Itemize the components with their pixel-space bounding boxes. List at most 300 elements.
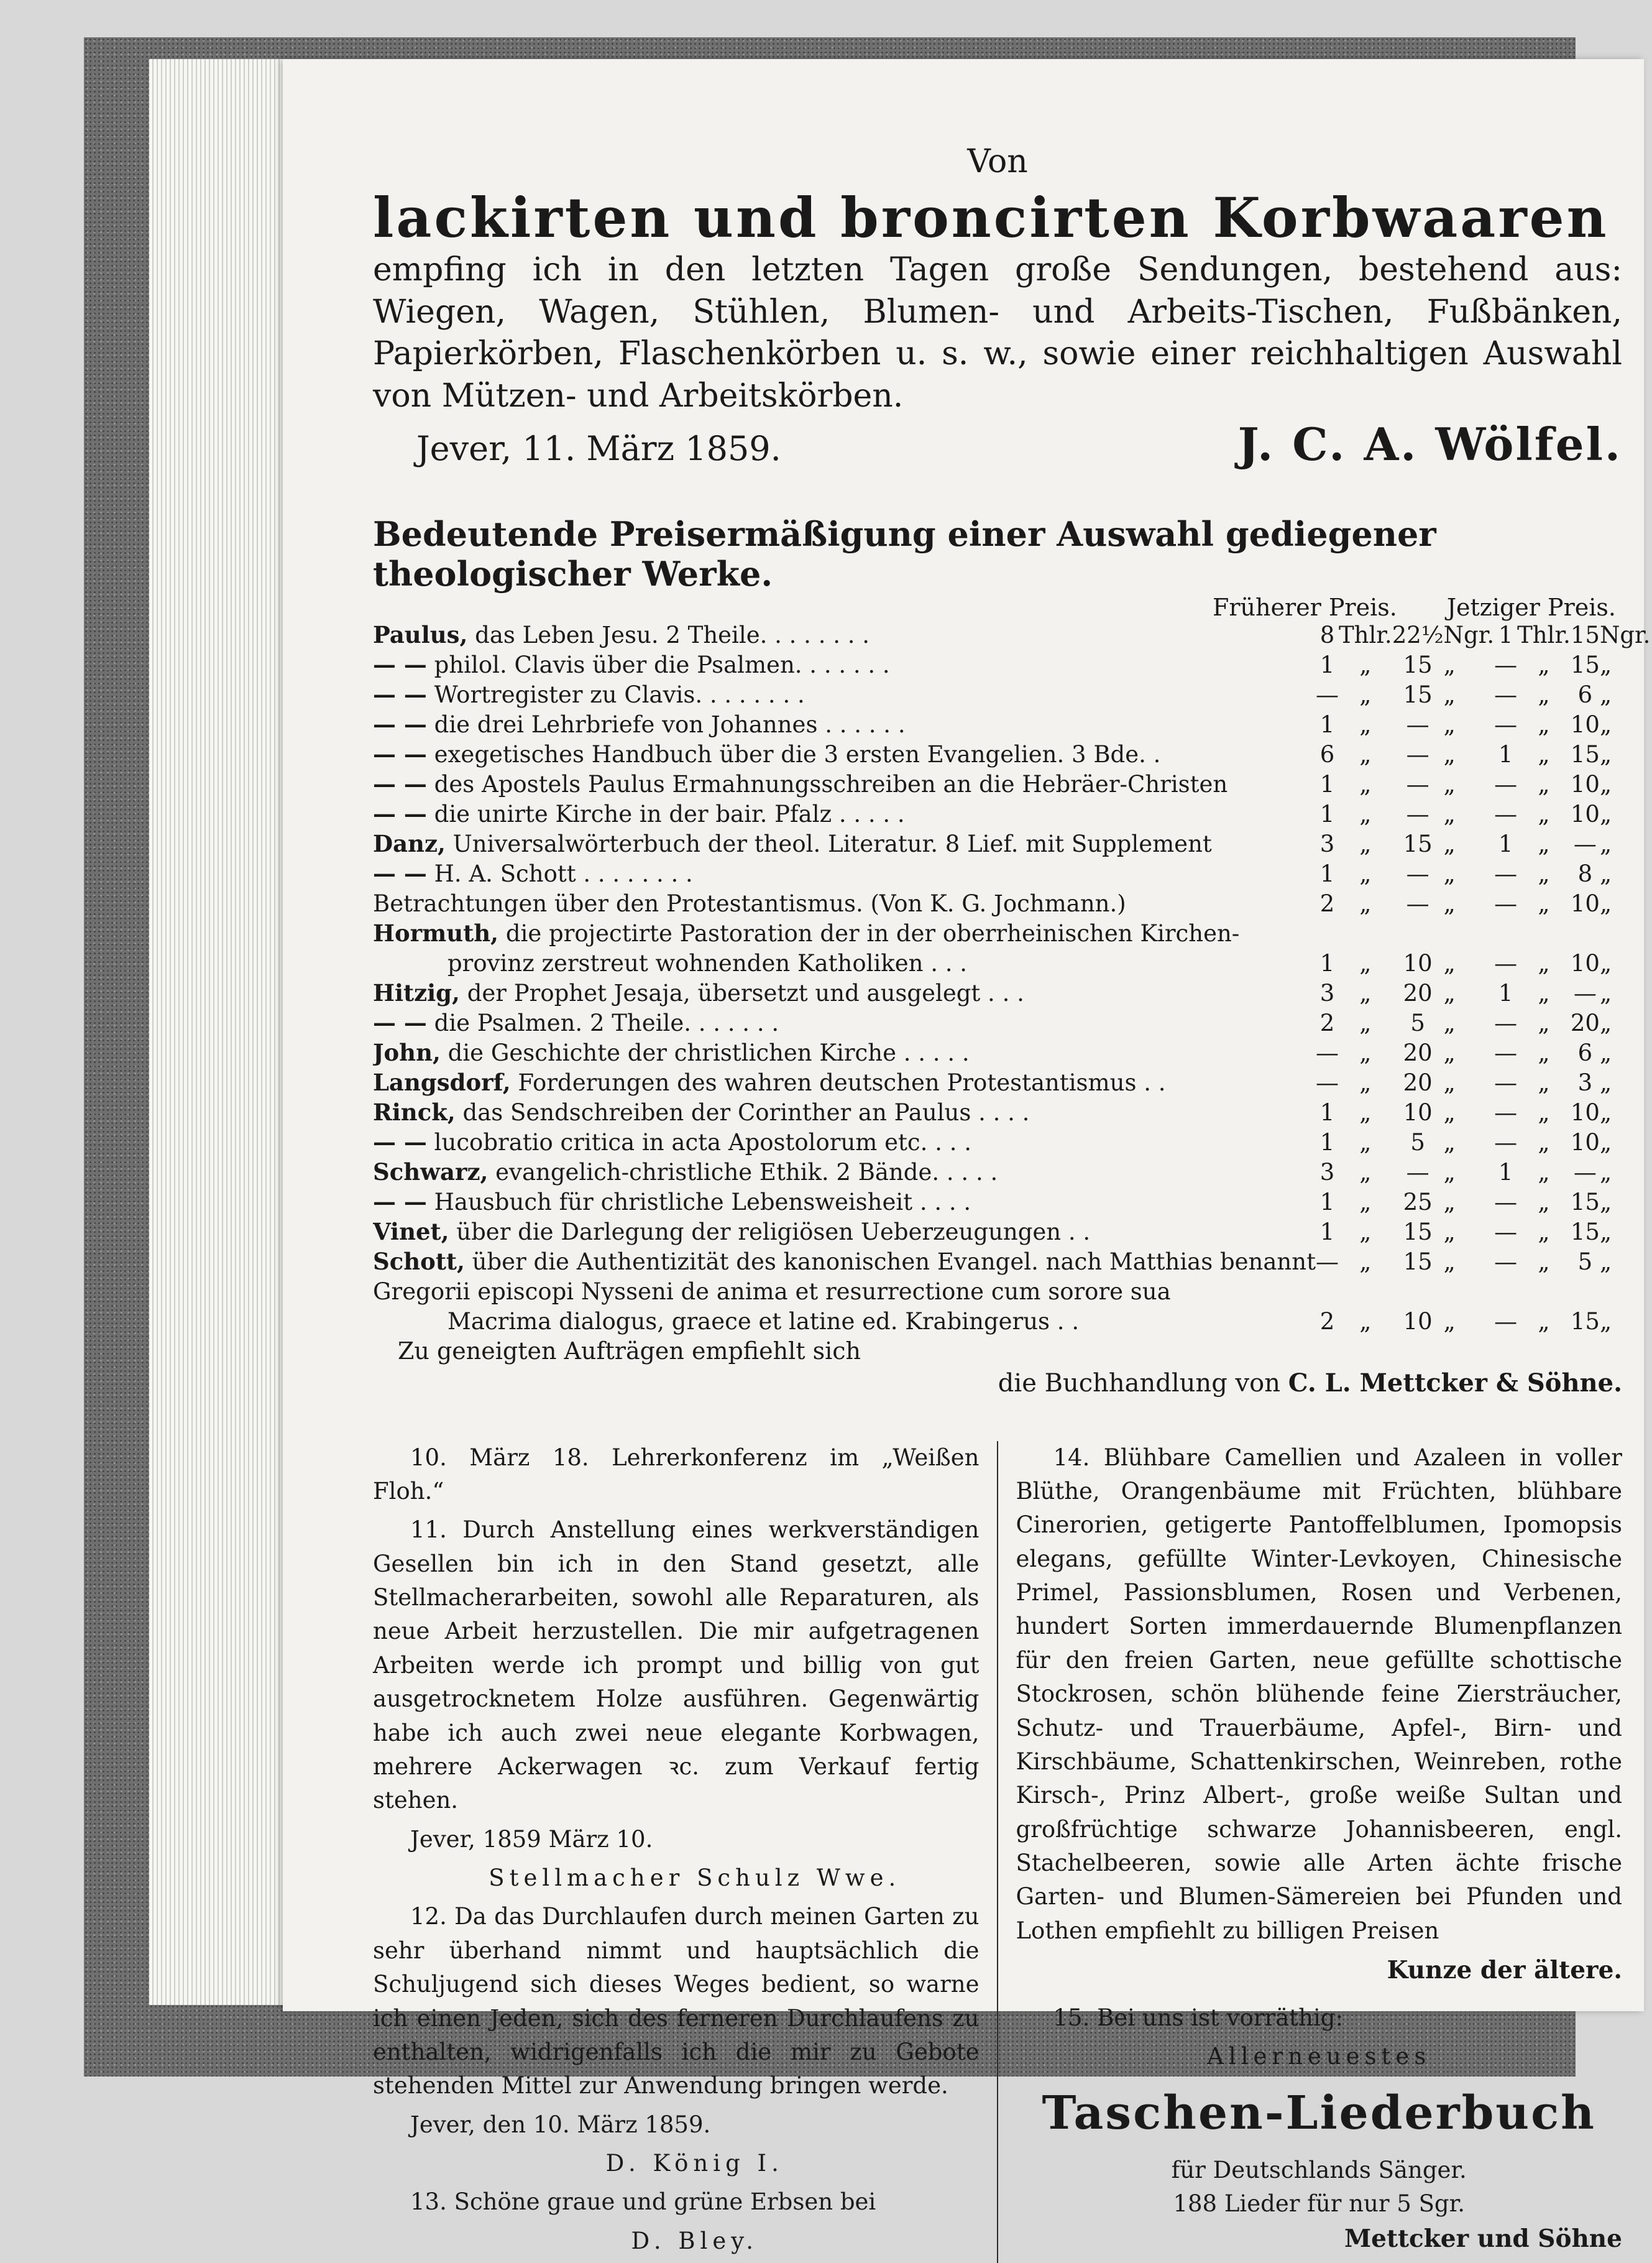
ads-columns bbox=[373, 1441, 1622, 2263]
header-body: empfing ich in den letzten Tagen große Sendungen, bestehend aus: Wiegen, Wagen, Stühlen, Blumen- und Arbeits-Tischen, Fußbänken, Papierkörben, Flaschenkörben u. s. w., sowie einer reichhaltigen Auswahl von Mützen- und Arbeitskörben. bbox=[373, 251, 1622, 415]
old-unit: „ bbox=[1359, 711, 1372, 738]
new-unit: „ bbox=[1538, 1188, 1550, 1215]
old-unit: „ bbox=[1359, 651, 1372, 678]
old-unit bbox=[1339, 919, 1392, 949]
book-author: Paulus, bbox=[373, 620, 468, 648]
old-ngr-unit: „ bbox=[1443, 711, 1456, 738]
old-groschen: — bbox=[1406, 860, 1429, 887]
new-thaler: — bbox=[1494, 1188, 1518, 1215]
new-ngr-unit bbox=[1600, 1278, 1650, 1307]
old-ngr-unit: „ bbox=[1443, 979, 1456, 1007]
old-thaler: 2 bbox=[1319, 1307, 1335, 1335]
ad-11-date: Jever, 1859 März 10. bbox=[410, 1825, 653, 1853]
header-date: Jever, 11. März 1859. bbox=[416, 428, 781, 468]
new-groschen: 15 bbox=[1570, 1188, 1600, 1215]
ad-13: 13. Schöne graue und grüne Erbsen bei bbox=[410, 2188, 876, 2216]
ad-15-for: für Deutschlands Sänger. bbox=[1171, 2157, 1467, 2184]
book-title: die unirte Kirche in der bair. Pfalz . . . . . bbox=[434, 800, 905, 827]
book-author: Schwarz, bbox=[373, 1158, 489, 1186]
new-thaler: — bbox=[1494, 1248, 1518, 1275]
new-unit: „ bbox=[1538, 830, 1550, 857]
ad-13-signature: D. Bley. bbox=[631, 2227, 759, 2254]
new-unit: „ bbox=[1538, 1039, 1550, 1066]
table-row bbox=[373, 1248, 1650, 1278]
old-unit: „ bbox=[1359, 1128, 1372, 1156]
new-ngr-unit: „ bbox=[1599, 1039, 1612, 1066]
new-unit: „ bbox=[1538, 800, 1550, 827]
old-ngr-unit: „ bbox=[1443, 1128, 1456, 1156]
old-groschen: 5 bbox=[1410, 1009, 1425, 1036]
table-row bbox=[373, 1128, 1650, 1158]
new-unit: „ bbox=[1538, 1307, 1550, 1335]
new-unit: „ bbox=[1538, 770, 1550, 798]
table-row bbox=[373, 919, 1650, 949]
new-thaler: — bbox=[1494, 949, 1518, 977]
book-title-cell bbox=[373, 1009, 1316, 1039]
old-groschen: 20 bbox=[1403, 1039, 1433, 1066]
new-thaler: 1 bbox=[1498, 830, 1513, 857]
ad-15-title: Taschen-Liederbuch bbox=[1042, 2086, 1596, 2141]
new-unit: Thlr. bbox=[1517, 621, 1571, 648]
book-author: — — bbox=[373, 710, 427, 738]
old-thaler bbox=[1316, 1278, 1339, 1307]
new-thaler: 1 bbox=[1498, 740, 1513, 768]
recommend-text: Zu geneigten Aufträgen empfiehlt sich bbox=[398, 1337, 861, 1365]
new-unit: „ bbox=[1538, 890, 1550, 917]
new-ngr-unit: „ bbox=[1599, 949, 1612, 977]
bookshop-prefix: die Buchhandlung von bbox=[998, 1368, 1280, 1398]
old-groschen: 20 bbox=[1403, 1069, 1433, 1096]
old-groschen: — bbox=[1406, 800, 1429, 827]
book-author: — — bbox=[373, 800, 427, 827]
old-thaler: 1 bbox=[1319, 1188, 1335, 1215]
bookshop-name: C. L. Mettcker & Söhne. bbox=[1288, 1368, 1622, 1398]
old-thaler: 2 bbox=[1319, 890, 1335, 917]
new-unit: „ bbox=[1538, 949, 1550, 977]
new-groschen: — bbox=[1573, 979, 1597, 1007]
book-title-cell bbox=[373, 1248, 1316, 1278]
table-row bbox=[373, 1069, 1650, 1099]
book-title: das Sendschreiben der Corinther an Paulus . . . . bbox=[462, 1099, 1030, 1126]
book-author: Schott, bbox=[373, 1247, 465, 1275]
new-ngr-unit: „ bbox=[1599, 1307, 1612, 1335]
new-unit: „ bbox=[1538, 740, 1550, 768]
new-ngr-unit: „ bbox=[1599, 1218, 1612, 1245]
book-title-cell bbox=[373, 1307, 1316, 1337]
new-groschen: 6 bbox=[1577, 681, 1593, 708]
book-title-cell bbox=[373, 1069, 1316, 1099]
new-ngr-unit: „ bbox=[1599, 830, 1612, 857]
old-ngr-unit: „ bbox=[1443, 1307, 1456, 1335]
book-title-cell bbox=[373, 800, 1316, 830]
new-thaler: — bbox=[1494, 711, 1518, 738]
new-thaler bbox=[1494, 1278, 1517, 1307]
old-ngr-unit bbox=[1444, 1278, 1494, 1307]
old-thaler bbox=[1316, 919, 1339, 949]
new-thaler: 1 bbox=[1498, 979, 1513, 1007]
new-ngr-unit: „ bbox=[1599, 1158, 1612, 1186]
table-row bbox=[373, 979, 1650, 1009]
new-ngr-unit bbox=[1600, 919, 1650, 949]
old-thaler: 1 bbox=[1319, 1218, 1335, 1245]
new-unit: „ bbox=[1538, 860, 1550, 887]
new-thaler: — bbox=[1494, 800, 1518, 827]
new-thaler bbox=[1494, 919, 1517, 949]
book-title-cell bbox=[373, 1218, 1316, 1248]
old-thaler: 6 bbox=[1319, 740, 1335, 768]
old-unit: „ bbox=[1359, 770, 1372, 798]
new-ngr-unit: „ bbox=[1599, 711, 1612, 738]
column-divider bbox=[997, 1441, 999, 2263]
table-row bbox=[373, 1278, 1650, 1307]
new-unit: „ bbox=[1538, 711, 1550, 738]
book-title: des Apostels Paulus Ermahnungsschreiben an die Hebräer-Christen bbox=[434, 770, 1228, 798]
old-groschen: 10 bbox=[1403, 1307, 1433, 1335]
old-ngr-unit: „ bbox=[1443, 651, 1456, 678]
new-unit: „ bbox=[1538, 1099, 1550, 1126]
table-row bbox=[373, 800, 1650, 830]
old-groschen: 15 bbox=[1403, 651, 1433, 678]
new-ngr-unit: „ bbox=[1599, 800, 1612, 827]
old-unit: „ bbox=[1359, 1158, 1372, 1186]
new-unit: „ bbox=[1538, 1009, 1550, 1036]
book-title-cell bbox=[373, 621, 1316, 651]
new-unit: „ bbox=[1538, 1248, 1550, 1275]
book-author: Langsdorf, bbox=[373, 1068, 511, 1096]
col-new-header: Jetziger Preis. bbox=[1446, 593, 1616, 621]
new-thaler: — bbox=[1494, 1307, 1518, 1335]
book-title: die drei Lehrbriefe von Johannes . . . . . . bbox=[434, 711, 906, 738]
book-author: — — bbox=[373, 740, 427, 768]
price-table bbox=[373, 621, 1650, 1337]
new-groschen: 15 bbox=[1570, 1218, 1600, 1245]
old-thaler: — bbox=[1315, 1248, 1339, 1275]
old-unit: „ bbox=[1359, 979, 1372, 1007]
new-ngr-unit: „ bbox=[1599, 1188, 1612, 1215]
old-groschen: — bbox=[1406, 770, 1429, 798]
ad-12-signature: D. König I. bbox=[605, 2150, 784, 2177]
old-unit bbox=[1339, 1278, 1392, 1307]
ad-15: 15. Bei uns ist vorräthig: bbox=[1053, 2004, 1343, 2031]
new-unit bbox=[1517, 1278, 1571, 1307]
old-groschen: 10 bbox=[1403, 1099, 1433, 1126]
book-title: das Leben Jesu. 2 Theile. . . . . . . . bbox=[475, 621, 870, 648]
new-unit bbox=[1517, 919, 1571, 949]
book-author: — — bbox=[373, 680, 427, 708]
new-thaler: — bbox=[1494, 770, 1518, 798]
new-groschen: 15 bbox=[1570, 740, 1600, 768]
book-title: provinz zerstreut wohnenden Katholiken . . . bbox=[447, 949, 968, 977]
book-title: Gregorii episcopi Nysseni de anima et resurrectione cum sorore sua bbox=[373, 1278, 1171, 1305]
old-groschen: 10 bbox=[1403, 949, 1433, 977]
book-title-cell bbox=[373, 1158, 1316, 1188]
old-groschen: 15 bbox=[1403, 830, 1433, 857]
old-unit: „ bbox=[1359, 1218, 1372, 1245]
old-thaler: 1 bbox=[1319, 1128, 1335, 1156]
new-ngr-unit: „ bbox=[1599, 651, 1612, 678]
new-ngr-unit: „ bbox=[1599, 1128, 1612, 1156]
book-title-cell bbox=[373, 1128, 1316, 1158]
book-author: — — bbox=[373, 859, 427, 887]
book-title-cell bbox=[373, 1039, 1316, 1069]
book-title: Universalwörterbuch der theol. Literatur. 8 Lief. mit Supplement bbox=[452, 830, 1212, 857]
old-unit: „ bbox=[1359, 1099, 1372, 1126]
old-ngr-unit: „ bbox=[1443, 1218, 1456, 1245]
book-title: Hausbuch für christliche Lebensweisheit . . . . bbox=[434, 1188, 971, 1215]
old-groschen: 5 bbox=[1410, 1128, 1425, 1156]
table-row bbox=[373, 1039, 1650, 1069]
old-unit: „ bbox=[1359, 1307, 1372, 1335]
old-ngr-unit: „ bbox=[1443, 890, 1456, 917]
old-ngr-unit: „ bbox=[1443, 830, 1456, 857]
new-thaler: 1 bbox=[1498, 621, 1513, 648]
new-thaler: — bbox=[1494, 1128, 1518, 1156]
old-ngr-unit: „ bbox=[1443, 949, 1456, 977]
new-ngr-unit: „ bbox=[1599, 860, 1612, 887]
new-groschen: 15 bbox=[1570, 1307, 1600, 1335]
new-thaler: — bbox=[1494, 890, 1518, 917]
book-title: exegetisches Handbuch über die 3 ersten Evangelien. 3 Bde. . bbox=[434, 740, 1161, 768]
new-ngr-unit: „ bbox=[1599, 979, 1612, 1007]
book-title-cell bbox=[373, 890, 1316, 919]
old-thaler: 1 bbox=[1319, 651, 1335, 678]
book-title-cell bbox=[373, 830, 1316, 860]
old-groschen: 15 bbox=[1403, 681, 1433, 708]
book-author: — — bbox=[373, 1128, 427, 1156]
book-author: — — bbox=[373, 1008, 427, 1036]
old-groschen bbox=[1392, 1278, 1444, 1307]
book-title-cell bbox=[373, 740, 1316, 770]
ad-12-date: Jever, den 10. März 1859. bbox=[410, 2111, 711, 2138]
new-unit: „ bbox=[1538, 1069, 1550, 1096]
new-thaler: — bbox=[1494, 1099, 1518, 1126]
old-groschen: 15 bbox=[1403, 1218, 1433, 1245]
book-author: — — bbox=[373, 770, 427, 798]
old-ngr-unit: „ bbox=[1443, 800, 1456, 827]
page-edges bbox=[149, 59, 292, 2005]
old-unit: „ bbox=[1359, 740, 1372, 768]
old-unit: „ bbox=[1359, 1039, 1372, 1066]
old-unit: „ bbox=[1359, 1188, 1372, 1215]
new-ngr-unit: „ bbox=[1599, 890, 1612, 917]
table-row bbox=[373, 1218, 1650, 1248]
header-von: Von bbox=[967, 143, 1028, 180]
book-title: die Psalmen. 2 Theile. . . . . . . bbox=[434, 1009, 779, 1036]
old-groschen: 20 bbox=[1403, 979, 1433, 1007]
old-groschen: — bbox=[1406, 1158, 1429, 1186]
old-thaler: 3 bbox=[1319, 1158, 1335, 1186]
old-ngr-unit: „ bbox=[1443, 860, 1456, 887]
old-unit: „ bbox=[1359, 860, 1372, 887]
book-title-cell bbox=[373, 681, 1316, 711]
new-groschen: 10 bbox=[1570, 1128, 1600, 1156]
book-title: Betrachtungen über den Protestantismus. (Von K. G. Jochmann.) bbox=[373, 890, 1126, 917]
book-title-cell bbox=[373, 770, 1316, 800]
old-ngr-unit: „ bbox=[1443, 1099, 1456, 1126]
table-row bbox=[373, 1099, 1650, 1128]
old-thaler: 3 bbox=[1319, 979, 1335, 1007]
book-author: — — bbox=[373, 1187, 427, 1215]
book-title: H. A. Schott . . . . . . . . bbox=[434, 860, 693, 887]
old-thaler: 2 bbox=[1319, 1009, 1335, 1036]
new-thaler: — bbox=[1494, 651, 1518, 678]
ad-14-signature: Kunze der ältere. bbox=[1387, 1956, 1622, 1985]
new-ngr-unit: „ bbox=[1599, 1099, 1612, 1126]
new-unit: „ bbox=[1538, 1158, 1550, 1186]
old-groschen: — bbox=[1406, 711, 1429, 738]
ad-12: 12. Da das Durchlaufen durch meinen Garten zu sehr überhand nimmt und hauptsächlich die Schuljugend sich dieses Weges bedient, so warne ich einen Jeden, sich des ferneren Durchlaufens zu enthalten, widrigenfalls ich die mir zu Gebote stehenden Mittel zur Anwendung bringen werde. bbox=[373, 1903, 980, 2099]
ads-left-column bbox=[373, 1441, 980, 2263]
old-thaler: 1 bbox=[1319, 800, 1335, 827]
bookshop-line bbox=[373, 1368, 1622, 1398]
old-ngr-unit: „ bbox=[1443, 1248, 1456, 1275]
new-groschen: 3 bbox=[1577, 1069, 1593, 1096]
book-title: über die Darlegung der religiösen Ueberzeugungen . . bbox=[456, 1218, 1091, 1245]
book-title-cell bbox=[373, 711, 1316, 740]
new-thaler: — bbox=[1494, 1218, 1518, 1245]
new-groschen: — bbox=[1573, 1158, 1597, 1186]
book-title: die projectirte Pastoration der in der oberrheinischen Kirchen- bbox=[505, 919, 1240, 947]
book-title: Wortregister zu Clavis. . . . . . . . bbox=[434, 681, 805, 708]
old-ngr-unit: „ bbox=[1443, 740, 1456, 768]
old-groschen: — bbox=[1406, 740, 1429, 768]
old-unit: „ bbox=[1359, 890, 1372, 917]
old-unit: „ bbox=[1359, 1009, 1372, 1036]
new-groschen: 5 bbox=[1577, 1248, 1593, 1275]
book-title: der Prophet Jesaja, übersetzt und ausgelegt . . . bbox=[467, 979, 1024, 1007]
new-groschen: 6 bbox=[1577, 1039, 1593, 1066]
old-thaler: 1 bbox=[1319, 860, 1335, 887]
book-title-cell bbox=[373, 860, 1316, 890]
old-thaler: 1 bbox=[1319, 711, 1335, 738]
old-ngr-unit: „ bbox=[1443, 1069, 1456, 1096]
table-row bbox=[373, 949, 1650, 979]
ad-11-signature: Stellmacher Schulz Wwe. bbox=[489, 1864, 901, 1892]
book-title-cell bbox=[373, 1188, 1316, 1218]
old-groschen bbox=[1392, 919, 1444, 949]
old-ngr-unit: „ bbox=[1443, 1009, 1456, 1036]
col-old-header: Früherer Preis. bbox=[1212, 593, 1397, 621]
new-groschen: 10 bbox=[1570, 770, 1600, 798]
old-thaler: 1 bbox=[1319, 770, 1335, 798]
table-row bbox=[373, 1188, 1650, 1218]
new-thaler: — bbox=[1494, 860, 1518, 887]
old-thaler: 8 bbox=[1319, 621, 1335, 648]
ads-right-column bbox=[1016, 1441, 1622, 2263]
old-groschen: 15 bbox=[1403, 1248, 1433, 1275]
new-groschen bbox=[1571, 1278, 1600, 1307]
new-groschen: — bbox=[1573, 830, 1597, 857]
new-groschen: 10 bbox=[1570, 949, 1600, 977]
old-unit: „ bbox=[1359, 830, 1372, 857]
new-ngr-unit: „ bbox=[1599, 1009, 1612, 1036]
old-ngr-unit: „ bbox=[1443, 1039, 1456, 1066]
old-unit: „ bbox=[1359, 1248, 1372, 1275]
new-ngr-unit: „ bbox=[1599, 740, 1612, 768]
new-thaler: — bbox=[1494, 1039, 1518, 1066]
new-unit: „ bbox=[1538, 1128, 1550, 1156]
old-thaler: 1 bbox=[1319, 949, 1335, 977]
old-thaler: — bbox=[1315, 1069, 1339, 1096]
new-unit: „ bbox=[1538, 651, 1550, 678]
new-thaler: — bbox=[1494, 681, 1518, 708]
ad-15-subtitle: Allerneuestes bbox=[1207, 2042, 1431, 2070]
book-title-cell bbox=[373, 1099, 1316, 1128]
new-groschen: 10 bbox=[1570, 890, 1600, 917]
ad-10: 10. März 18. Lehrerkonferenz im „Weißen Floh.“ bbox=[373, 1444, 980, 1505]
table-row bbox=[373, 830, 1650, 860]
old-thaler: — bbox=[1315, 1039, 1339, 1066]
book-title-cell bbox=[373, 949, 1316, 979]
table-row bbox=[373, 1307, 1650, 1337]
table-row bbox=[373, 1158, 1650, 1188]
page-content bbox=[373, 143, 1651, 2263]
table-row bbox=[373, 1009, 1650, 1039]
book-title: evangelich-christliche Ethik. 2 Bände. . . . . bbox=[495, 1158, 998, 1186]
new-thaler: 1 bbox=[1498, 1158, 1513, 1186]
old-ngr-unit bbox=[1444, 919, 1494, 949]
table-row bbox=[373, 621, 1650, 651]
book-title: Forderungen des wahren deutschen Protestantismus . . bbox=[518, 1069, 1166, 1096]
table-row bbox=[373, 770, 1650, 800]
new-unit: „ bbox=[1538, 681, 1550, 708]
old-ngr-unit: Ngr. bbox=[1443, 621, 1495, 648]
old-unit: „ bbox=[1359, 800, 1372, 827]
table-row bbox=[373, 740, 1650, 770]
new-groschen: 20 bbox=[1570, 1009, 1600, 1036]
old-unit: „ bbox=[1359, 949, 1372, 977]
new-thaler: — bbox=[1494, 1009, 1518, 1036]
new-unit: „ bbox=[1538, 1218, 1550, 1245]
ad-15-signature: Mettcker und Söhne bbox=[1344, 2224, 1622, 2253]
old-unit: „ bbox=[1359, 1069, 1372, 1096]
book-title: Macrima dialogus, graece et latine ed. Krabingerus . . bbox=[447, 1307, 1080, 1335]
new-unit: „ bbox=[1538, 979, 1550, 1007]
table-row bbox=[373, 711, 1650, 740]
old-thaler: 1 bbox=[1319, 1099, 1335, 1126]
table-row bbox=[373, 681, 1650, 711]
table-row bbox=[373, 651, 1650, 681]
headline: lackirten und broncirten Korbwaaren bbox=[373, 185, 1609, 250]
book-author: John, bbox=[373, 1038, 441, 1066]
old-thaler: — bbox=[1315, 681, 1339, 708]
new-groschen: 15 bbox=[1570, 651, 1600, 678]
new-groschen bbox=[1571, 919, 1600, 949]
new-ngr-unit: „ bbox=[1599, 681, 1612, 708]
old-ngr-unit: „ bbox=[1443, 1188, 1456, 1215]
new-groschen: 10 bbox=[1570, 800, 1600, 827]
old-thaler: 3 bbox=[1319, 830, 1335, 857]
ad-15-price: 188 Lieder für nur 5 Sgr. bbox=[1173, 2190, 1465, 2218]
book-title: die Geschichte der christlichen Kirche . . . . . bbox=[447, 1039, 970, 1066]
book-author: Hitzig, bbox=[373, 979, 460, 1007]
book-title: philol. Clavis über die Psalmen. . . . . . . bbox=[434, 651, 890, 678]
table-row bbox=[373, 860, 1650, 890]
old-groschen: — bbox=[1406, 890, 1429, 917]
book-author: Danz, bbox=[373, 829, 446, 857]
book-title-cell bbox=[373, 651, 1316, 681]
book-title-cell bbox=[373, 979, 1316, 1009]
header-signature: J. C. A. Wölfel. bbox=[1237, 417, 1622, 471]
old-groschen: 25 bbox=[1403, 1188, 1433, 1215]
book-title-cell bbox=[373, 919, 1316, 949]
ad-11: 11. Durch Anstellung eines werkverständigen Gesellen bin ich in den Stand gesetzt, alle Stellmacherarbeiten, sowohl alle Reparaturen, als neue Arbeit herzustellen. Die mir aufgetragenen Arbeiten werde ich prompt und billig von gut ausgetrocknetem Holze ausführen. Gegenwärtig habe ich auch zwei neue elegante Korbwagen, mehrere Ackerwagen ꝛc. zum Verkauf fertig stehen. bbox=[373, 1516, 980, 1814]
book-title-cell bbox=[373, 1278, 1316, 1307]
old-unit: Thlr. bbox=[1338, 621, 1392, 648]
book-author: Hormuth, bbox=[373, 919, 499, 947]
new-groschen: 8 bbox=[1577, 860, 1593, 887]
new-ngr-unit: „ bbox=[1599, 1248, 1612, 1275]
